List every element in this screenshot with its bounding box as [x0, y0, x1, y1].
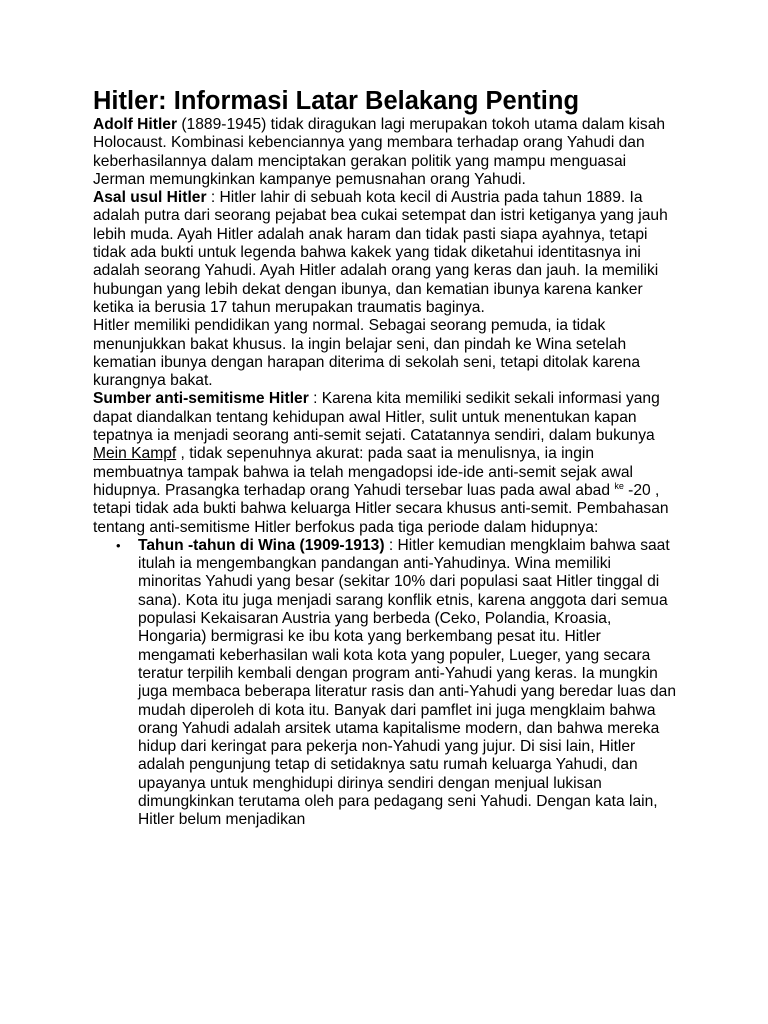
page-title: Hitler: Informasi Latar Belakang Penting [93, 87, 580, 115]
list-item [116, 536, 678, 830]
intro-paragraph [93, 116, 678, 189]
antisemitism-term: Sumber anti-semitisme Hitler [93, 390, 309, 408]
mein-kampf-link[interactable]: Mein Kampf [93, 445, 177, 463]
education-paragraph: Hitler memiliki pendidikan yang normal. Sebagai seorang pemuda, ia tidak menunjukkan bakat khusus. Ia ingin belajar seni, dan pindah ke Wina setelah kematian ibunya dengan harapan diterima di sekolah seni, tetapi ditolak karena kurangnya bakat. [93, 317, 640, 390]
origin-paragraph [93, 189, 678, 317]
intro-text: (1889-1945) tidak diragukan lagi merupakan tokoh utama dalam kisah Holocaust. Kombinasi kebenciannya yang membara terhadap orang Yahudi dan keberhasilannya dalam menciptakan gerakan politik yang mampu menguasai Jerman memungkinkan kampanye pemusnahan orang Yahudi. [93, 116, 666, 188]
origin-term: Asal usul Hitler [93, 189, 207, 207]
superscript-ke: ke [614, 480, 624, 491]
antisemitism-paragraph [93, 390, 678, 536]
origin-text: : Hitler lahir di sebuah kota kecil di Austria pada tahun 1889. Ia adalah putra dari seorang pejabat bea cukai setempat dan istri ketiganya yang jauh lebih muda. Ayah Hitler adalah anak haram dan tidak pasti siapa ayahnya, tetapi tidak ada bukti untuk legenda bahwa kakek yang tidak diketahui identitasnya ini adalah seorang Yahudi. Ayah Hitler adalah orang yang keras dan jauh. Ia memiliki hubungan yang lebih dekat dengan ibunya, dan kematian ibunya karena kanker ketika ia berusia 17 tahun merupakan traumatis baginya. [93, 189, 668, 316]
antisemitism-text-1: : Karena kita memiliki sedikit sekali informasi yang dapat diandalkan tentang kehidupan awal Hitler, sulit untuk menentukan kapan tepatnya ia menjadi seorang anti-semit sejati. Catatannya sendiri, dalam bukunya [93, 390, 660, 445]
period-term: Tahun -tahun di Wina (1909-1913) [138, 536, 385, 554]
periods-list [93, 537, 678, 830]
antisemitism-text-3: -20 , tetapi tidak ada bukti bahwa keluarga Hitler secara khusus anti-semit. Pembahasan tentang anti-semitisme Hitler berfokus pada tiga periode dalam hidupnya: [93, 481, 669, 536]
intro-term: Adolf Hitler [93, 116, 178, 133]
antisemitism-text-2: , tidak sepenuhnya akurat: pada saat ia menulisnya, ia ingin membuatnya tampak bahwa ia telah mengadopsi ide-ide anti-semit sejak awal hidupnya. Prasangka terhadap orang Yahudi tersebar luas pada awal abad [93, 445, 634, 499]
period-text: : Hitler kemudian mengklaim bahwa saat itulah ia mengembangkan pandangan anti-Yahudinya. Wina memiliki minoritas Yahudi yang besar (sekitar 10% dari populasi saat Hitler tinggal di sana). Kota itu juga menjadi sarang konflik etnis, karena anggota dari semua populasi Kekaisaran Austria yang berbeda (Ceko, Polandia, Kroasia, Hongaria) bermigrasi ke ibu kota yang berkembang pesat itu. Hitler mengamati keberhasilan wali kota kota yang populer, Lueger, yang secara teratur terpilih kembali dengan program anti-Yahudi yang keras. Ia mungkin juga membaca beberapa literatur rasis dan anti-Yahudi yang beredar luas dan mudah diperoleh di kota itu. Banyak dari pamflet ini juga mengklaim bahwa orang Yahudi adalah arsitek utama kapitalisme modern, dan bahwa mereka hidup dari keringat para pekerja non-Yahudi yang jujur. Di sisi lain, Hitler adalah pengunjung tetap di setidaknya satu rumah keluarga Yahudi, dan upayanya untuk menghidupi dirinya sendiri dengan menjual lukisan dimungkinkan terutama oleh para pedagang seni Yahudi. Dengan kata lain, Hitler belum menjadikan [138, 536, 677, 829]
bullet-icon: • [116, 537, 121, 553]
